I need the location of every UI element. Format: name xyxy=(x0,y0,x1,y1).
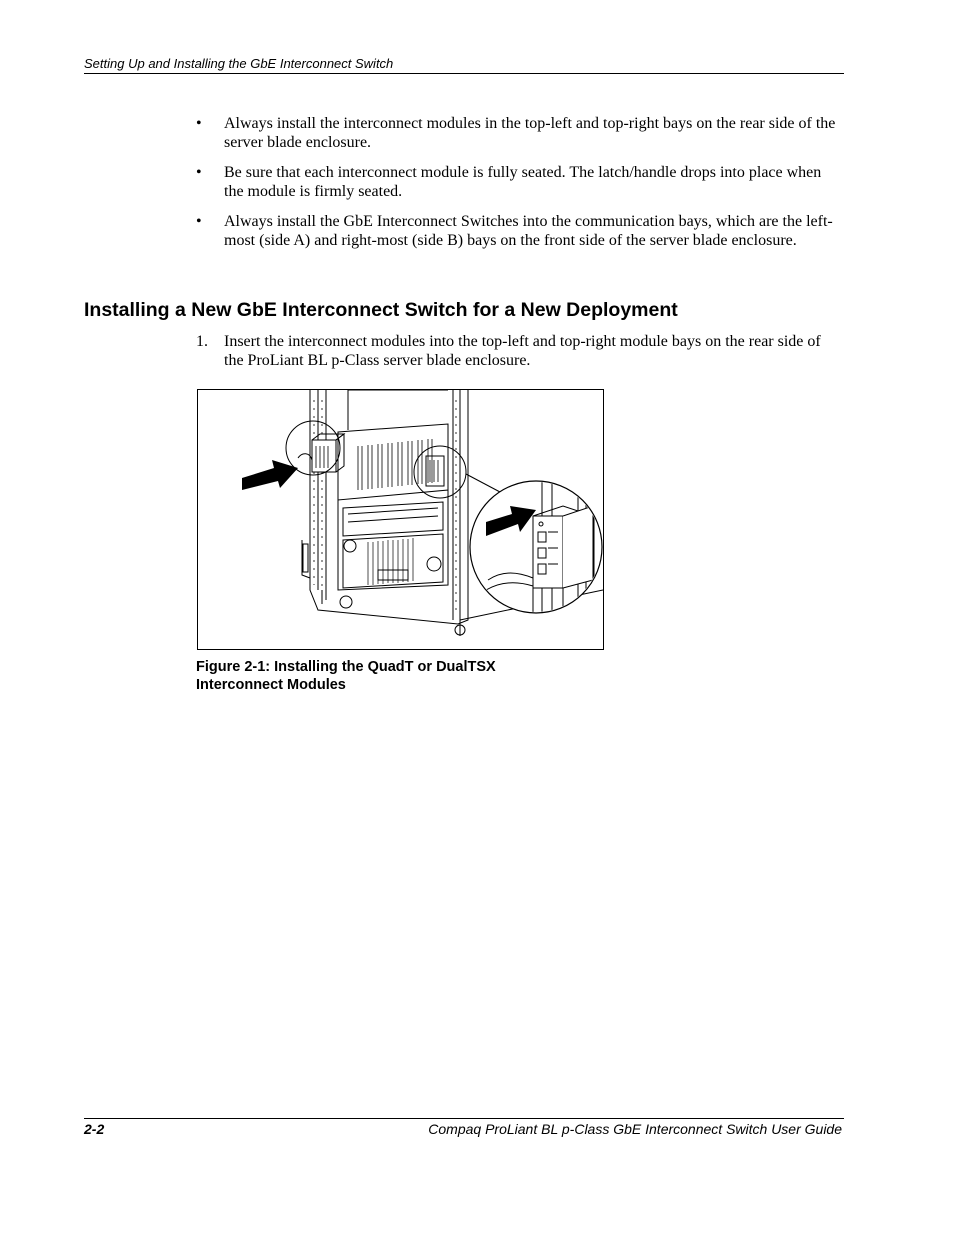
section-title: Installing a New GbE Interconnect Switch for a New Deployment xyxy=(84,299,678,321)
bullet-icon: • xyxy=(196,164,202,181)
step-number: 1. xyxy=(196,333,208,350)
footer-rule xyxy=(84,1118,844,1119)
bullet-text: Always install the interconnect modules in the top-left and top-right bays on the rear side of the server blade enclosure. xyxy=(224,115,836,151)
step-item xyxy=(196,332,841,370)
bullet-icon: • xyxy=(196,115,202,132)
list-item xyxy=(196,163,841,201)
step-list xyxy=(196,332,841,370)
bullet-icon: • xyxy=(196,213,202,230)
figure-caption xyxy=(196,658,616,694)
bullet-list xyxy=(196,114,841,261)
running-header: Setting Up and Installing the GbE Interconnect Switch xyxy=(84,56,394,71)
figure-illustration xyxy=(197,389,604,650)
footer-document-title: Compaq ProLiant BL p-Class GbE Interconnect Switch User Guide xyxy=(428,1121,842,1137)
enclosure-drawing xyxy=(198,390,603,649)
page-number: 2-2 xyxy=(84,1121,105,1137)
bullet-text: Always install the GbE Interconnect Switches into the communication bays, which are the left-most (side A) and right-most (side B) bays on the front side of the server blade enclosure. xyxy=(224,213,833,249)
list-item xyxy=(196,212,841,250)
figure-caption-line: Figure 2-1: Installing the QuadT or DualTSX xyxy=(196,659,496,675)
figure-caption-line: Interconnect Modules xyxy=(196,677,346,693)
list-item xyxy=(196,114,841,152)
step-text: Insert the interconnect modules into the top-left and top-right module bays on the rear side of the ProLiant BL p-Class server blade enclosure. xyxy=(224,333,821,369)
header-rule xyxy=(84,73,844,74)
bullet-text: Be sure that each interconnect module is fully seated. The latch/handle drops into place when the module is firmly seated. xyxy=(224,164,822,200)
